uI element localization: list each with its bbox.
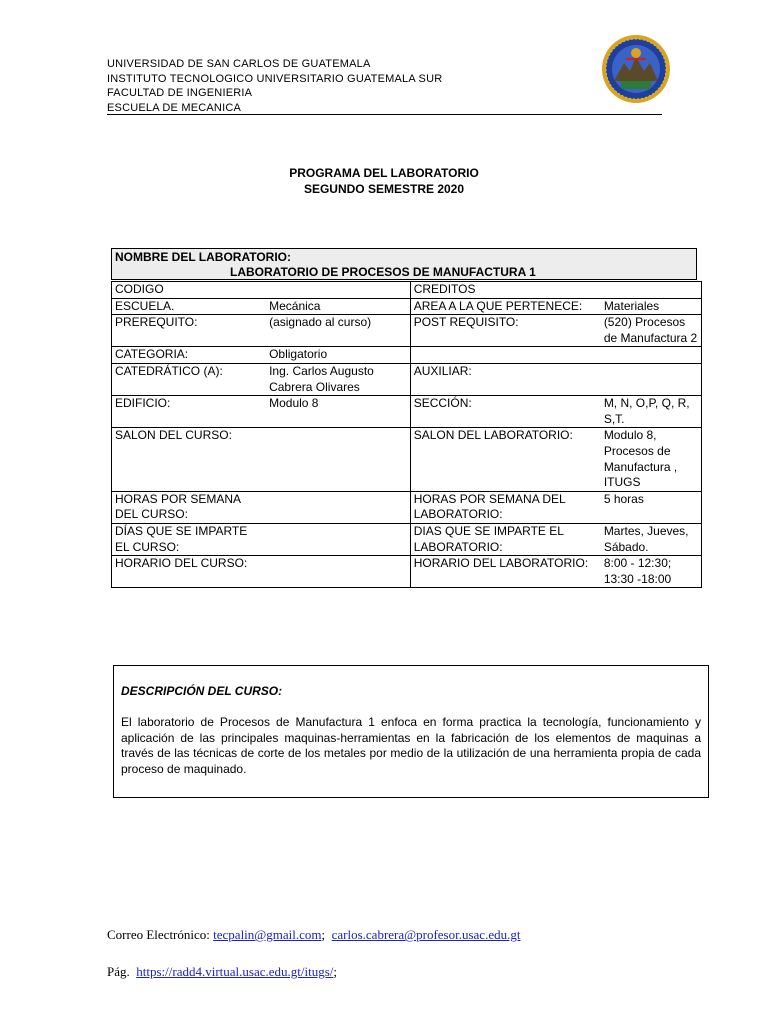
lab-name-label: NOMBRE DEL LABORATORIO: [115, 250, 291, 264]
row-label: HORAS POR SEMANA DEL LABORATORIO: [410, 491, 601, 523]
row-value [266, 523, 410, 555]
table-row [112, 396, 702, 428]
row-label: SECCIÓN: [410, 396, 601, 428]
row-value: Modulo 8 [266, 396, 410, 428]
row-value: Ing. Carlos Augusto Cabrera Olivares [266, 363, 410, 395]
row-value: Materiales [601, 298, 702, 315]
title-program: PROGRAMA DEL LABORATORIO [289, 166, 479, 180]
row-label: POST REQUISITO: [410, 315, 601, 347]
row-value: Obligatorio [266, 347, 410, 364]
row-value: Mecánica [266, 298, 410, 315]
email-link-1[interactable]: tecpalin@gmail.com [213, 927, 322, 942]
row-value: 8:00 - 12:30; 13:30 -18:00 [601, 556, 702, 588]
page-url-link[interactable]: https://radd4.virtual.usac.edu.gt/itugs/ [136, 964, 334, 979]
page-suffix: ; [333, 964, 338, 979]
header-faculty: FACULTAD DE INGENIERIA [107, 87, 253, 99]
row-label: HORARIO DEL LABORATORIO: [410, 556, 601, 588]
header-institute: INSTITUTO TECNOLOGICO UNIVERSITARIO GUATEMALA SUR [107, 72, 443, 85]
row-label: AREA A LA QUE PERTENECE: [410, 298, 601, 315]
title-semester: SEGUNDO SEMESTRE 2020 [303, 181, 465, 196]
row-label: AUXILIAR: [410, 363, 601, 395]
table-row [112, 282, 702, 299]
row-value: Martes, Jueves, Sábado. [601, 523, 702, 555]
email-link-2[interactable]: carlos.cabrera@profesor.usac.edu.gt [331, 927, 521, 942]
page-label: Pág. [107, 964, 130, 979]
page-line [107, 964, 337, 980]
description-text: El laboratorio de Procesos de Manufactura 1 enfoca en forma practica la tecnología, funcionamiento y aplicación de las principales maquinas-herramientas en la fabricación de los elementos de maquinas a través de las técnicas de corte de los metales por medio de la utilización de una herramienta propia de cada proceso de maquinado. [121, 715, 701, 776]
university-seal-logo [600, 33, 672, 105]
row-label: CREDITOS [410, 282, 601, 299]
row-value [266, 556, 410, 588]
header-school: ESCUELA DE MECANICA [107, 101, 242, 114]
row-value: M, N, O,P, Q, R, S,T. [601, 396, 702, 428]
table-row [112, 491, 702, 523]
table-row [112, 315, 702, 347]
description-title: DESCRIPCIÓN DEL CURSO: [121, 684, 283, 698]
table-row [112, 428, 702, 491]
row-label: DÍAS QUE SE IMPARTE EL CURSO: [112, 523, 267, 555]
row-value [266, 282, 410, 299]
email-label: Correo Electrónico: [107, 927, 210, 942]
header-divider [107, 114, 662, 115]
row-value: (asignado al curso) [266, 315, 410, 347]
row-value [601, 363, 702, 395]
table-row [112, 298, 702, 315]
row-label: ESCUELA. [112, 298, 267, 315]
row-label: PREREQUITO: [112, 315, 267, 347]
email-line [107, 927, 520, 943]
row-label: CATEGORIA: [112, 347, 267, 364]
row-label: HORARIO DEL CURSO: [112, 556, 267, 588]
email-separator: ; [321, 927, 326, 942]
row-label [410, 347, 601, 364]
row-value [601, 282, 702, 299]
row-label: SALON DEL CURSO: [112, 428, 267, 491]
row-value: Modulo 8, Procesos de Manufactura , ITUGS [601, 428, 702, 491]
lab-name-box [111, 248, 697, 280]
row-label: CATEDRÁTICO (A): [112, 363, 267, 395]
row-label: HORAS POR SEMANA DEL CURSO: [112, 491, 267, 523]
row-value: 5 horas [601, 491, 702, 523]
table-row [112, 523, 702, 555]
row-value [601, 347, 702, 364]
row-value [266, 428, 410, 491]
description-box [113, 665, 709, 798]
lab-name-value: LABORATORIO DE PROCESOS DE MANUFACTURA 1 [230, 265, 536, 279]
institution-header [107, 57, 662, 115]
header-university: UNIVERSIDAD DE SAN CARLOS DE GUATEMALA [107, 58, 371, 70]
table-row [112, 363, 702, 395]
row-label: SALON DEL LABORATORIO: [410, 428, 601, 491]
row-label: CODIGO [112, 282, 267, 299]
row-label: DIAS QUE SE IMPARTE EL LABORATORIO: [410, 523, 601, 555]
table-row [112, 556, 702, 588]
row-value [266, 491, 410, 523]
table-row [112, 347, 702, 364]
course-info-table [111, 281, 702, 588]
row-label: EDIFICIO: [112, 396, 267, 428]
document-title [0, 166, 768, 197]
row-value: (520) Procesos de Manufactura 2 [601, 315, 702, 347]
